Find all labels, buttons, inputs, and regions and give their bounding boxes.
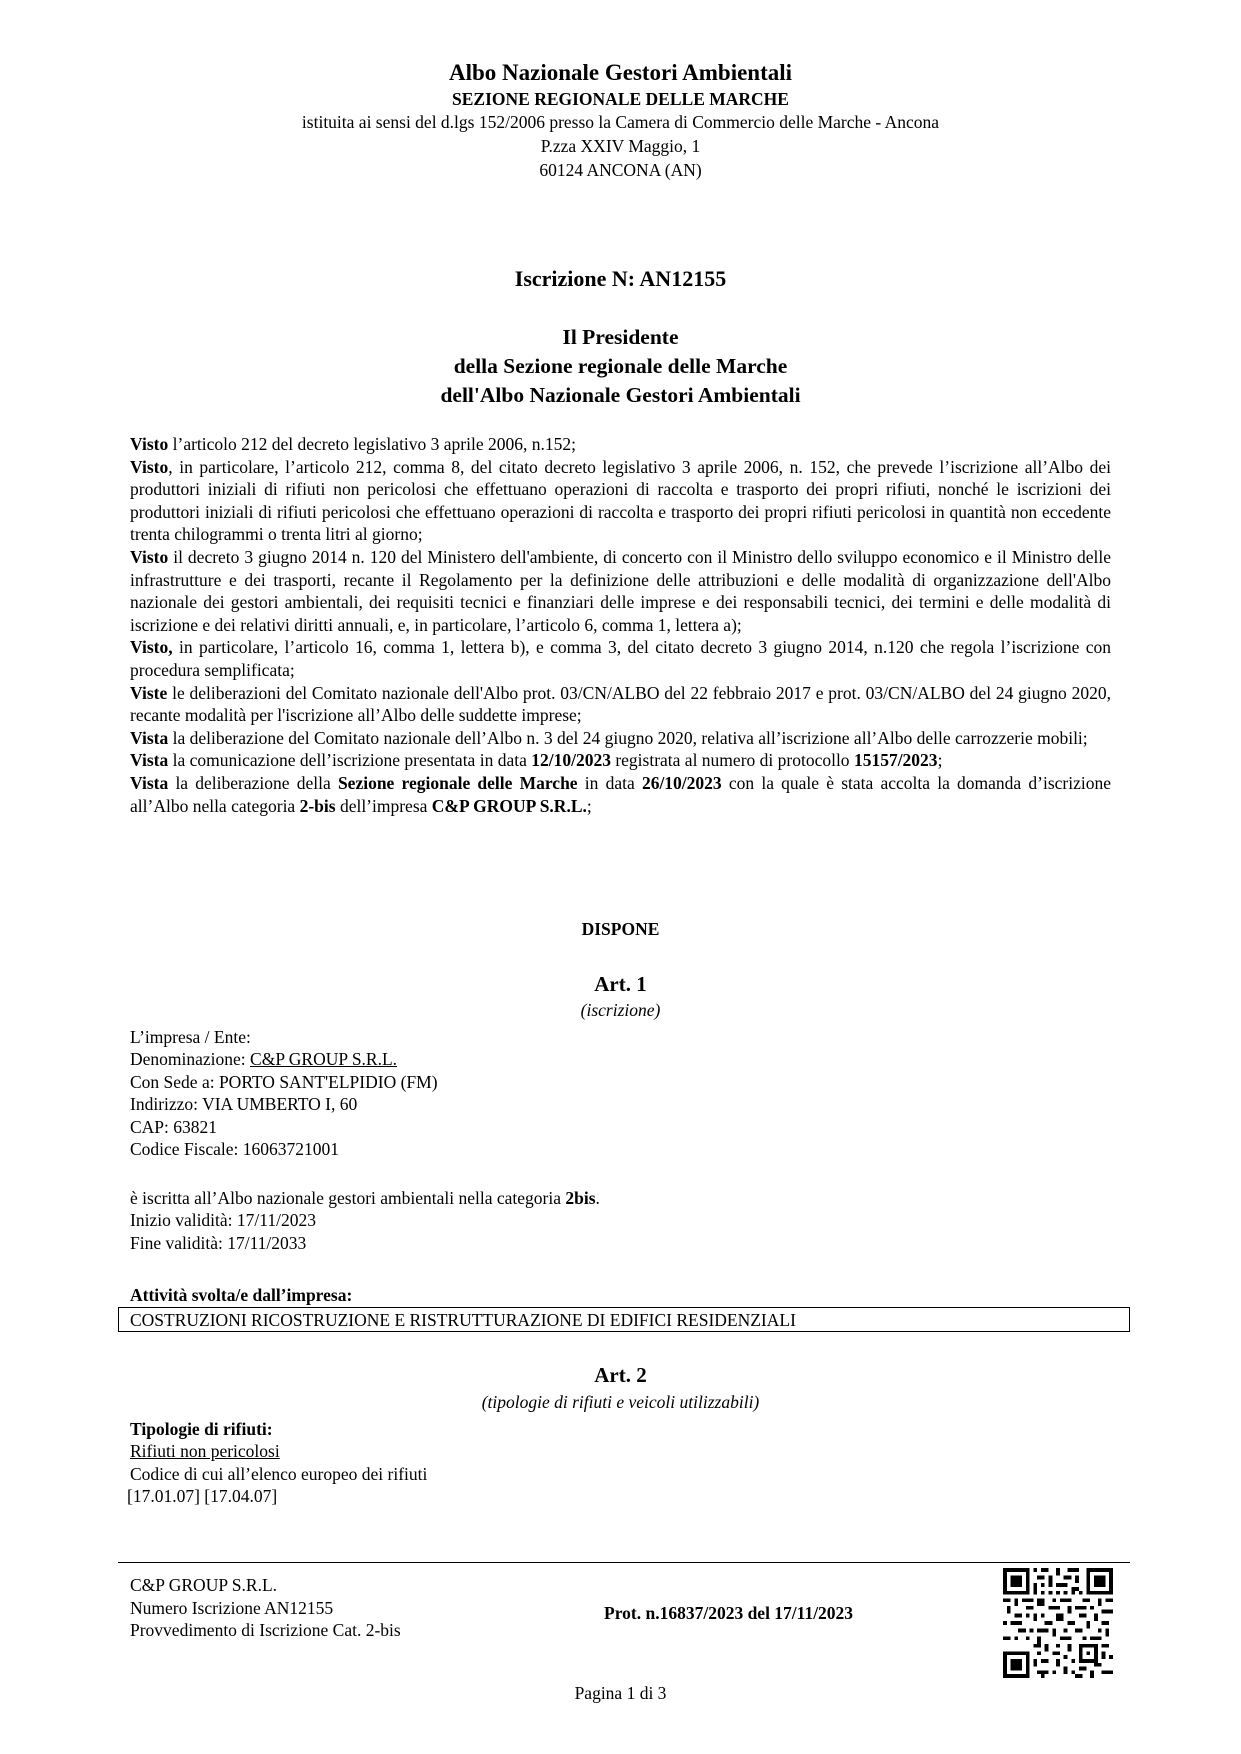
art2-subtitle: (tipologie di rifiuti e veicoli utilizzabili): [481, 1392, 760, 1412]
company-details: [130, 1026, 438, 1160]
premises: [130, 433, 1111, 817]
footer-info: [130, 1574, 401, 1642]
premise: Visto, in particolare, l’articolo 16, comma 1, lettera b), e comma 3, del citato decreto 3 giugno 2014, n.120 che regola l’iscrizione con procedura semplificata;: [130, 637, 1111, 680]
denominazione-line: Denominazione: C&P GROUP S.R.L.: [130, 1049, 398, 1070]
president-line-3: dell'Albo Nazionale Gestori Ambientali: [440, 383, 801, 407]
iscritta-line: è iscritta all’Albo nazionale gestori ambientali nella categoria 2bis.: [130, 1188, 600, 1208]
header-instituted: istituita ai sensi del d.lgs 152/2006 presso la Camera di Commercio delle Marche - Ancona: [301, 112, 940, 132]
president-line-2: della Sezione regionale delle Marche: [453, 354, 788, 378]
premise: Viste le deliberazioni del Comitato nazionale dell'Albo prot. 03/CN/ALBO del 22 febbraio 2017 e prot. 03/CN/ALBO del 24 giugno 2020, recante modalità per l'iscrizione all’Albo delle suddette imprese;: [130, 682, 1111, 726]
inizio-validita: Inizio validità: 17/11/2023: [130, 1210, 316, 1231]
indirizzo-line: Indirizzo: VIA UMBERTO I, 60: [130, 1094, 358, 1115]
footer-protocol: Prot. n.16837/2023 del 17/11/2023: [604, 1603, 854, 1623]
header-section: SEZIONE REGIONALE DELLE MARCHE: [452, 89, 789, 109]
art2-title: Art. 2: [594, 1363, 647, 1387]
art1-subtitle: (iscrizione): [580, 1000, 661, 1020]
iscrizione-validity: [130, 1187, 600, 1254]
codice-fiscale-line: Codice Fiscale: 16063721001: [130, 1139, 340, 1160]
footer-company: C&P GROUP S.R.L.: [130, 1575, 278, 1595]
art1-title: Art. 1: [594, 972, 647, 996]
attivita-box: COSTRUZIONI RICOSTRUZIONE E RISTRUTTURAZIONE DI EDIFICI RESIDENZIALI: [118, 1307, 1130, 1332]
impresa-label: L’impresa / Ente:: [130, 1027, 251, 1047]
premise-comunicazione: Vista la comunicazione dell’iscrizione presentata in data 12/10/2023 registrata al numero di protocollo 15157/2023;: [130, 750, 943, 771]
codice-label: Codice di cui all’elenco europeo dei rifiuti: [130, 1463, 428, 1484]
premise: Visto l’articolo 212 del decreto legislativo 3 aprile 2006, n.152;: [130, 434, 576, 454]
president-line-1: Il Presidente: [562, 325, 679, 349]
rifiuti-details: [127, 1418, 428, 1508]
cap-line: CAP: 63821: [130, 1116, 218, 1137]
premise-deliberazione: Vista la deliberazione della Sezione regionale delle Marche in data 26/10/2023 con la quale è stata accolta la domanda d’iscrizione all’Albo nella categoria 2-bis dell’impresa C&P GROUP S.R.L.;: [130, 772, 1111, 816]
dispone-heading: DISPONE: [581, 919, 660, 939]
header-title: Albo Nazionale Gestori Ambientali: [448, 60, 793, 85]
sede-line: Con Sede a: PORTO SANT'ELPIDIO (FM): [130, 1071, 438, 1092]
rifiuti-type: Rifiuti non pericolosi: [130, 1441, 280, 1462]
footer-divider: [118, 1562, 1130, 1563]
footer-numero: Numero Iscrizione AN12155: [130, 1597, 334, 1618]
header-address-city: 60124 ANCONA (AN): [539, 160, 702, 180]
iscrizione-number: Iscrizione N: AN12155: [514, 266, 727, 291]
fine-validita: Fine validità: 17/11/2033: [130, 1232, 307, 1253]
footer-provvedimento: Provvedimento di Iscrizione Cat. 2-bis: [130, 1620, 401, 1641]
premise: Visto, in particolare, l’articolo 212, comma 8, del citato decreto legislativo 3 aprile 2006, n. 152, che prevede l’iscrizione all’Albo dei produttori iniziali di rifiuti non pericolosi che effettuano operazioni di raccolta e trasporto dei propri rifiuti, nonché le iscrizioni dei produttori iniziali di rifiuti pericolosi che effettuano operazioni di raccolta e trasporto dei propri rifiuti pericolosi in quantità non eccedente trenta chilogrammi o trenta litri al giorno;: [130, 456, 1111, 545]
header-address-street: P.zza XXIV Maggio, 1: [540, 136, 701, 156]
attivita-label: Attività svolta/e dall’impresa:: [130, 1285, 353, 1305]
page-number: Pagina 1 di 3: [574, 1683, 667, 1703]
tipologie-label: Tipologie di rifiuti:: [130, 1419, 273, 1439]
premise: Visto il decreto 3 giugno 2014 n. 120 del Ministero dell'ambiente, di concerto con il Ministro dello sviluppo economico e il Ministro delle infrastrutture e dei trasporti, recante il Regolamento per la definizione delle attribuzioni e delle modalità di organizzazione dell'Albo nazionale dei gestori ambientali, dei requisiti tecnici e finanziari delle imprese e dei responsabili tecnici, dei termini e delle modalità di iscrizione e dei relativi diritti annuali, e, in particolare, l’articolo 6, comma 1, lettera a);: [130, 546, 1111, 635]
president-block: [0, 323, 1241, 410]
qr-code-icon: [1003, 1568, 1113, 1678]
company-name: C&P GROUP S.R.L.: [250, 1049, 398, 1070]
rifiuti-codes: [17.01.07] [17.04.07]: [127, 1486, 278, 1507]
premise: Vista la deliberazione del Comitato nazionale dell’Albo n. 3 del 24 giugno 2020, relativa all’iscrizione all’Albo delle carrozzerie mobili;: [130, 727, 1088, 748]
